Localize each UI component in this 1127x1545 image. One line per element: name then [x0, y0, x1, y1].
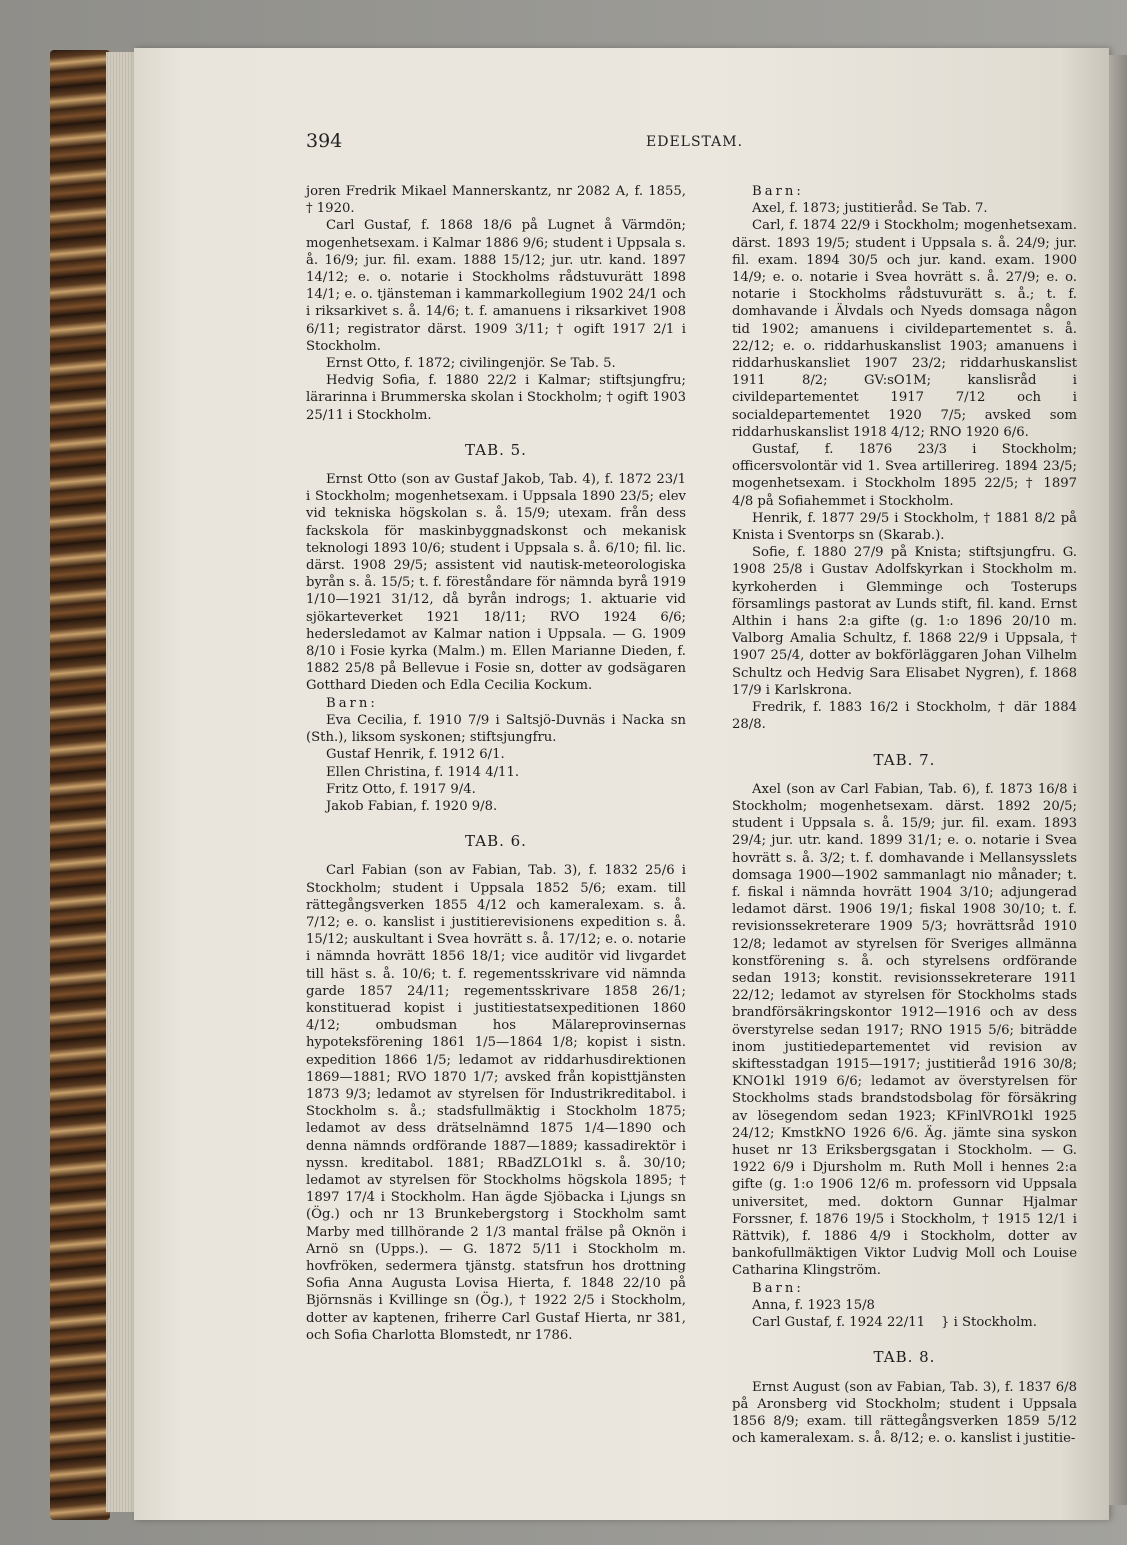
entry-paragraph: Hedvig Sofia, f. 1880 22/2 i Kalmar; stiftsjungfru; lärarinna i Brummerska skolan i Stockholm; † ogift 1903 25/11 i Stockholm. [306, 373, 686, 423]
section-heading: TAB. 6. [465, 832, 527, 851]
entry-paragraph: Gustaf, f. 1876 23/3 i Stockholm; officersvolontär vid 1. Svea artillerireg. 1894 23/5; mogenhetsexam. i Stockholm 1895 22/5; † 1897 4/8 på Sofiahemmet i Stockholm. [732, 442, 1077, 509]
entry-paragraph: Fredrik, f. 1883 16/2 i Stockholm, † där 1884 28/8. [732, 700, 1077, 733]
running-head: EDELSTAM. [646, 134, 744, 150]
entry-paragraph: Axel (son av Carl Fabian, Tab. 6), f. 1873 16/8 i Stockholm; mogenhetsexam. därst. 1892 20/5; student i Uppsala s. å. 15/9; jur. fil. exam. 1893 29/4; jur. utr. kand. 1899 31/1; e. o. notarie i Svea hovrätt s. å. 3/2; t. f. domhavande i Mellansysslets domsaga 1900—1902 sammanlagt nio månader; t. f. fiskal i nämnda hovrätt 1904 3/10; adjungerad ledamot därst. 1906 19/1; fiskal 1908 30/10; t. f. revisionssekreterare 1909 5/3; hovrättsråd 1910 12/8; ledamot av styrelsen för Sveriges allmänna konstförening s. å. och styrelsens ordförande sedan 1913; konstit. revisionssekreterare 1911 22/12; ledamot av styrelsen för Stockholms stads brandförsäkringskontor 1912—1916 och av dess överstyrelse sedan 1917; RNO 1915 5/6; biträdde inom justitiedepartementet vid revision av skiftesstadgan 1915—1917; justitieråd 1916 30/8; KNO1kl 1919 6/6; ledamot av överstyrelsen för Stockholms stads brandstodsbolag för försäkring av lösegendom sedan 1923; KFinlVRO1kl 1925 24/12; KmstkNO 1926 6/6. Äg. jämte sina syskon huset nr 13 Eriksbergsgatan i Stockholm. — G. 1922 6/9 i Djursholm m. Ruth Moll i hennes 2:a gifte (g. 1:o 1906 12/6 m. professorn vid Uppsala universitet, med. doktorn Gunnar Hjalmar Forssner, f. 1876 19/5 i Stockholm, † 1915 12/1 i Rättvik), f. 1886 4/9 i Stockholm, dotter av bankofullmäktigen Viktor Ludvig Moll och Louise Catharina Klingström. [732, 781, 1077, 1279]
section-heading: TAB. 8. [873, 1348, 936, 1367]
children-label: Barn: [752, 184, 804, 199]
entry-paragraph: Sofie, f. 1880 27/9 på Knista; stiftsjungfru. G. 1908 25/8 i Gustav Adolfskyrkan i Stockholm m. kyrkoherden i Glemminge och Tosterups församlings pastorat av Lunds stift, fil. kand. Ernst Althin i hans 2:a gifte (g. 1:o 1896 20/10 m. Valborg Amalia Schultz, f. 1868 22/9 i Uppsala, † 1907 25/4, dotter av bokförläggaren Johan Vilhelm Schultz och Hedvig Sara Elisabet Nygren), f. 1868 17/9 i Karlskrona. [732, 545, 1077, 698]
section-heading: TAB. 5. [465, 440, 527, 459]
right-column [732, 183, 1077, 1447]
book-spine [50, 50, 110, 1520]
entry-paragraph: Ernst Otto (son av Gustaf Jakob, Tab. 4), f. 1872 23/1 i Stockholm; mogenhetsexam. i Uppsala 1890 23/5; elev vid tekniska högskolan s. å. 15/9; utexam. från dess fackskola för maskinbyggnadskonst och mekanisk teknologi 1893 10/6; student i Uppsala s. å. 6/10; fil. lic. därst. 1908 29/5; assistent vid nautisk-meteorologiska byrån s. å. 15/5; t. f. föreståndare för nämnda byrå 1919 1/10—1921 31/12, då byrån indrogs; 1. aktuarie vid sjökarteverket 1921 18/11; RVO 1924 6/6; hedersledamot av Kalmar nation i Uppsala. — G. 1909 8/10 i Fosie kyrka (Malm.) m. Ellen Marianne Dieden, f. 1882 25/8 på Bellevue i Fosie sn, dotter av godsägaren Gotthard Dieden och Edla Cecilia Kockum. [306, 472, 686, 694]
entry-paragraph: Anna, f. 1923 15/8 [752, 1297, 875, 1313]
entry-paragraph: Eva Cecilia, f. 1910 7/9 i Saltsjö-Duvnäs i Nacka sn (Sth.), liksom syskonen; stiftsjungfru. [306, 712, 686, 746]
facing-page-edge [1109, 55, 1127, 1505]
children-label: Barn: [752, 1280, 804, 1296]
brace-note: } i Stockholm. [941, 1315, 1037, 1331]
entry-paragraph: Carl, f. 1874 22/9 i Stockholm; mogenhetsexam. därst. 1893 19/5; student i Uppsala s. å. 24/9; jur. fil. exam. 1894 30/5 och jur. kand. exam. 1900 14/9; e. o. notarie i Svea hovrätt s. å. 27/9; e. o. notarie i Stockholms rådstuvurätt s. å.; t. f. domhavande i Älvdals och Nyeds domsaga någon tid 1902; amanuens i civildepartementet s. å. 22/12; e. o. riddarhuskanslist 1903; amanuens i riddarhuskansliet 1907 23/2; riddarhuskanslist 1911 8/2; GV:sO1M; kanslisråd i civildepartementet 1917 7/12 och i socialdepartementet 1920 7/5; avsked som riddarhuskanslist 1918 4/12; RNO 1920 6/6. [732, 218, 1077, 440]
children-label: Barn: [326, 695, 378, 711]
entry-paragraph: joren Fredrik Mikael Mannerskantz, nr 2082 A, f. 1855, † 1920. [306, 184, 686, 217]
entry-paragraph: Carl Gustaf, f. 1924 22/11 [752, 1315, 925, 1330]
entry-paragraph: Fritz Otto, f. 1917 9/4. [326, 781, 476, 797]
entry-paragraph: Ernst Otto, f. 1872; civilingenjör. Se Tab. 5. [326, 356, 616, 372]
entry-paragraph: Carl Gustaf, f. 1868 18/6 på Lugnet å Värmdön; mogenhetsexam. i Kalmar 1886 9/6; student i Uppsala s. å. 16/9; jur. fil. exam. 1888 15/12; jur. utr. kand. 1897 14/12; e. o. notarie i Stockholms rådstuvurätt 1898 14/1; e. o. tjänsteman i kammarkollegium 1902 24/1 och i riksarkivet s. å. 14/6; t. f. amanuens i riksarkivet 1908 6/11; registrator därst. 1909 3/11; † ogift 1917 2/1 i Stockholm. [306, 218, 686, 354]
entry-paragraph: Henrik, f. 1877 29/5 i Stockholm, † 1881 8/2 på Knista i Sventorps sn (Skarab.). [732, 510, 1077, 544]
page-header [306, 130, 1076, 160]
section-heading: TAB. 7. [873, 750, 936, 769]
entry-paragraph: Axel, f. 1873; justitieråd. Se Tab. 7. [752, 201, 988, 217]
entry-paragraph: Jakob Fabian, f. 1920 9/8. [326, 798, 498, 814]
entry-paragraph: Ellen Christina, f. 1914 4/11. [326, 764, 520, 780]
left-column [306, 183, 686, 1344]
entry-paragraph: Carl Fabian (son av Fabian, Tab. 3), f. 1832 25/6 i Stockholm; student i Uppsala 1852 5/6; exam. till rättegångsverken 1855 4/12 och kameralexam. s. å. 7/12; e. o. kanslist i justitierevisionens expedition s. å. 15/12; auskultant i Svea hovrätt s. å. 17/12; e. o. notarie i nämnda hovrätt 1856 18/1; vice auditör vid livgardet till häst s. å. 10/6; t. f. regementsskrivare vid nämnda garde 1857 24/11; regementsskrivare 1858 26/1; konstituerad kopist i justitiestatsexpeditionen 1860 4/12; ombudsman hos Mälareprovinsernas hypoteksförening 1861 1/5—1864 1/8; kopist i sistn. expedition 1866 1/5; ledamot av riddarhusdirektionen 1869—1881; RVO 1870 1/7; avsked från kopisttjänsten 1873 9/3; ledamot av styrelsen för Industrikreditabol. i Stockholm s. å.; stadsfullmäktig i Stockholm 1875; ledamot av dess drätselnämnd 1875 1/4—1890 och denna nämnds ordförande 1887—1889; kassadirektör i nyssn. kreditabol. 1881; RBadZLO1kl s. å. 30/10; ledamot av styrelsen för Stockholms högskola 1895; † 1897 17/4 i Stockholm. Han ägde Sjöbacka i Ljungs sn (Ög.) och nr 13 Brunkebergstorg i Stockholm samt Marby med tillhörande 2 1/3 mantal frälse på Oknön i Arnö sn (Upps.). — G. 1872 5/11 i Stockholm m. hovfröken, sedermera tjänstg. statsfrun hos drottning Sofia Anna Augusta Lovisa Hierta, f. 1848 22/10 på Björnsnäs i Kvillinge sn (Ög.), † 1922 2/5 i Stockholm, dotter av kaptenen, friherre Carl Gustaf Hierta, nr 381, och Sofia Charlotta Blomstedt, nr 1786. [306, 863, 686, 1343]
page-number: 394 [306, 130, 343, 152]
entry-paragraph: Gustaf Henrik, f. 1912 6/1. [326, 747, 505, 763]
entry-paragraph: Ernst August (son av Fabian, Tab. 3), f. 1837 6/8 på Aronsberg vid Stockholm; student i Uppsala 1856 8/9; exam. till rättegångsverken 1859 5/12 och kameralexam. s. å. 8/12; e. o. kanslist i justitie- [732, 1379, 1077, 1447]
page-edges [106, 52, 136, 1512]
